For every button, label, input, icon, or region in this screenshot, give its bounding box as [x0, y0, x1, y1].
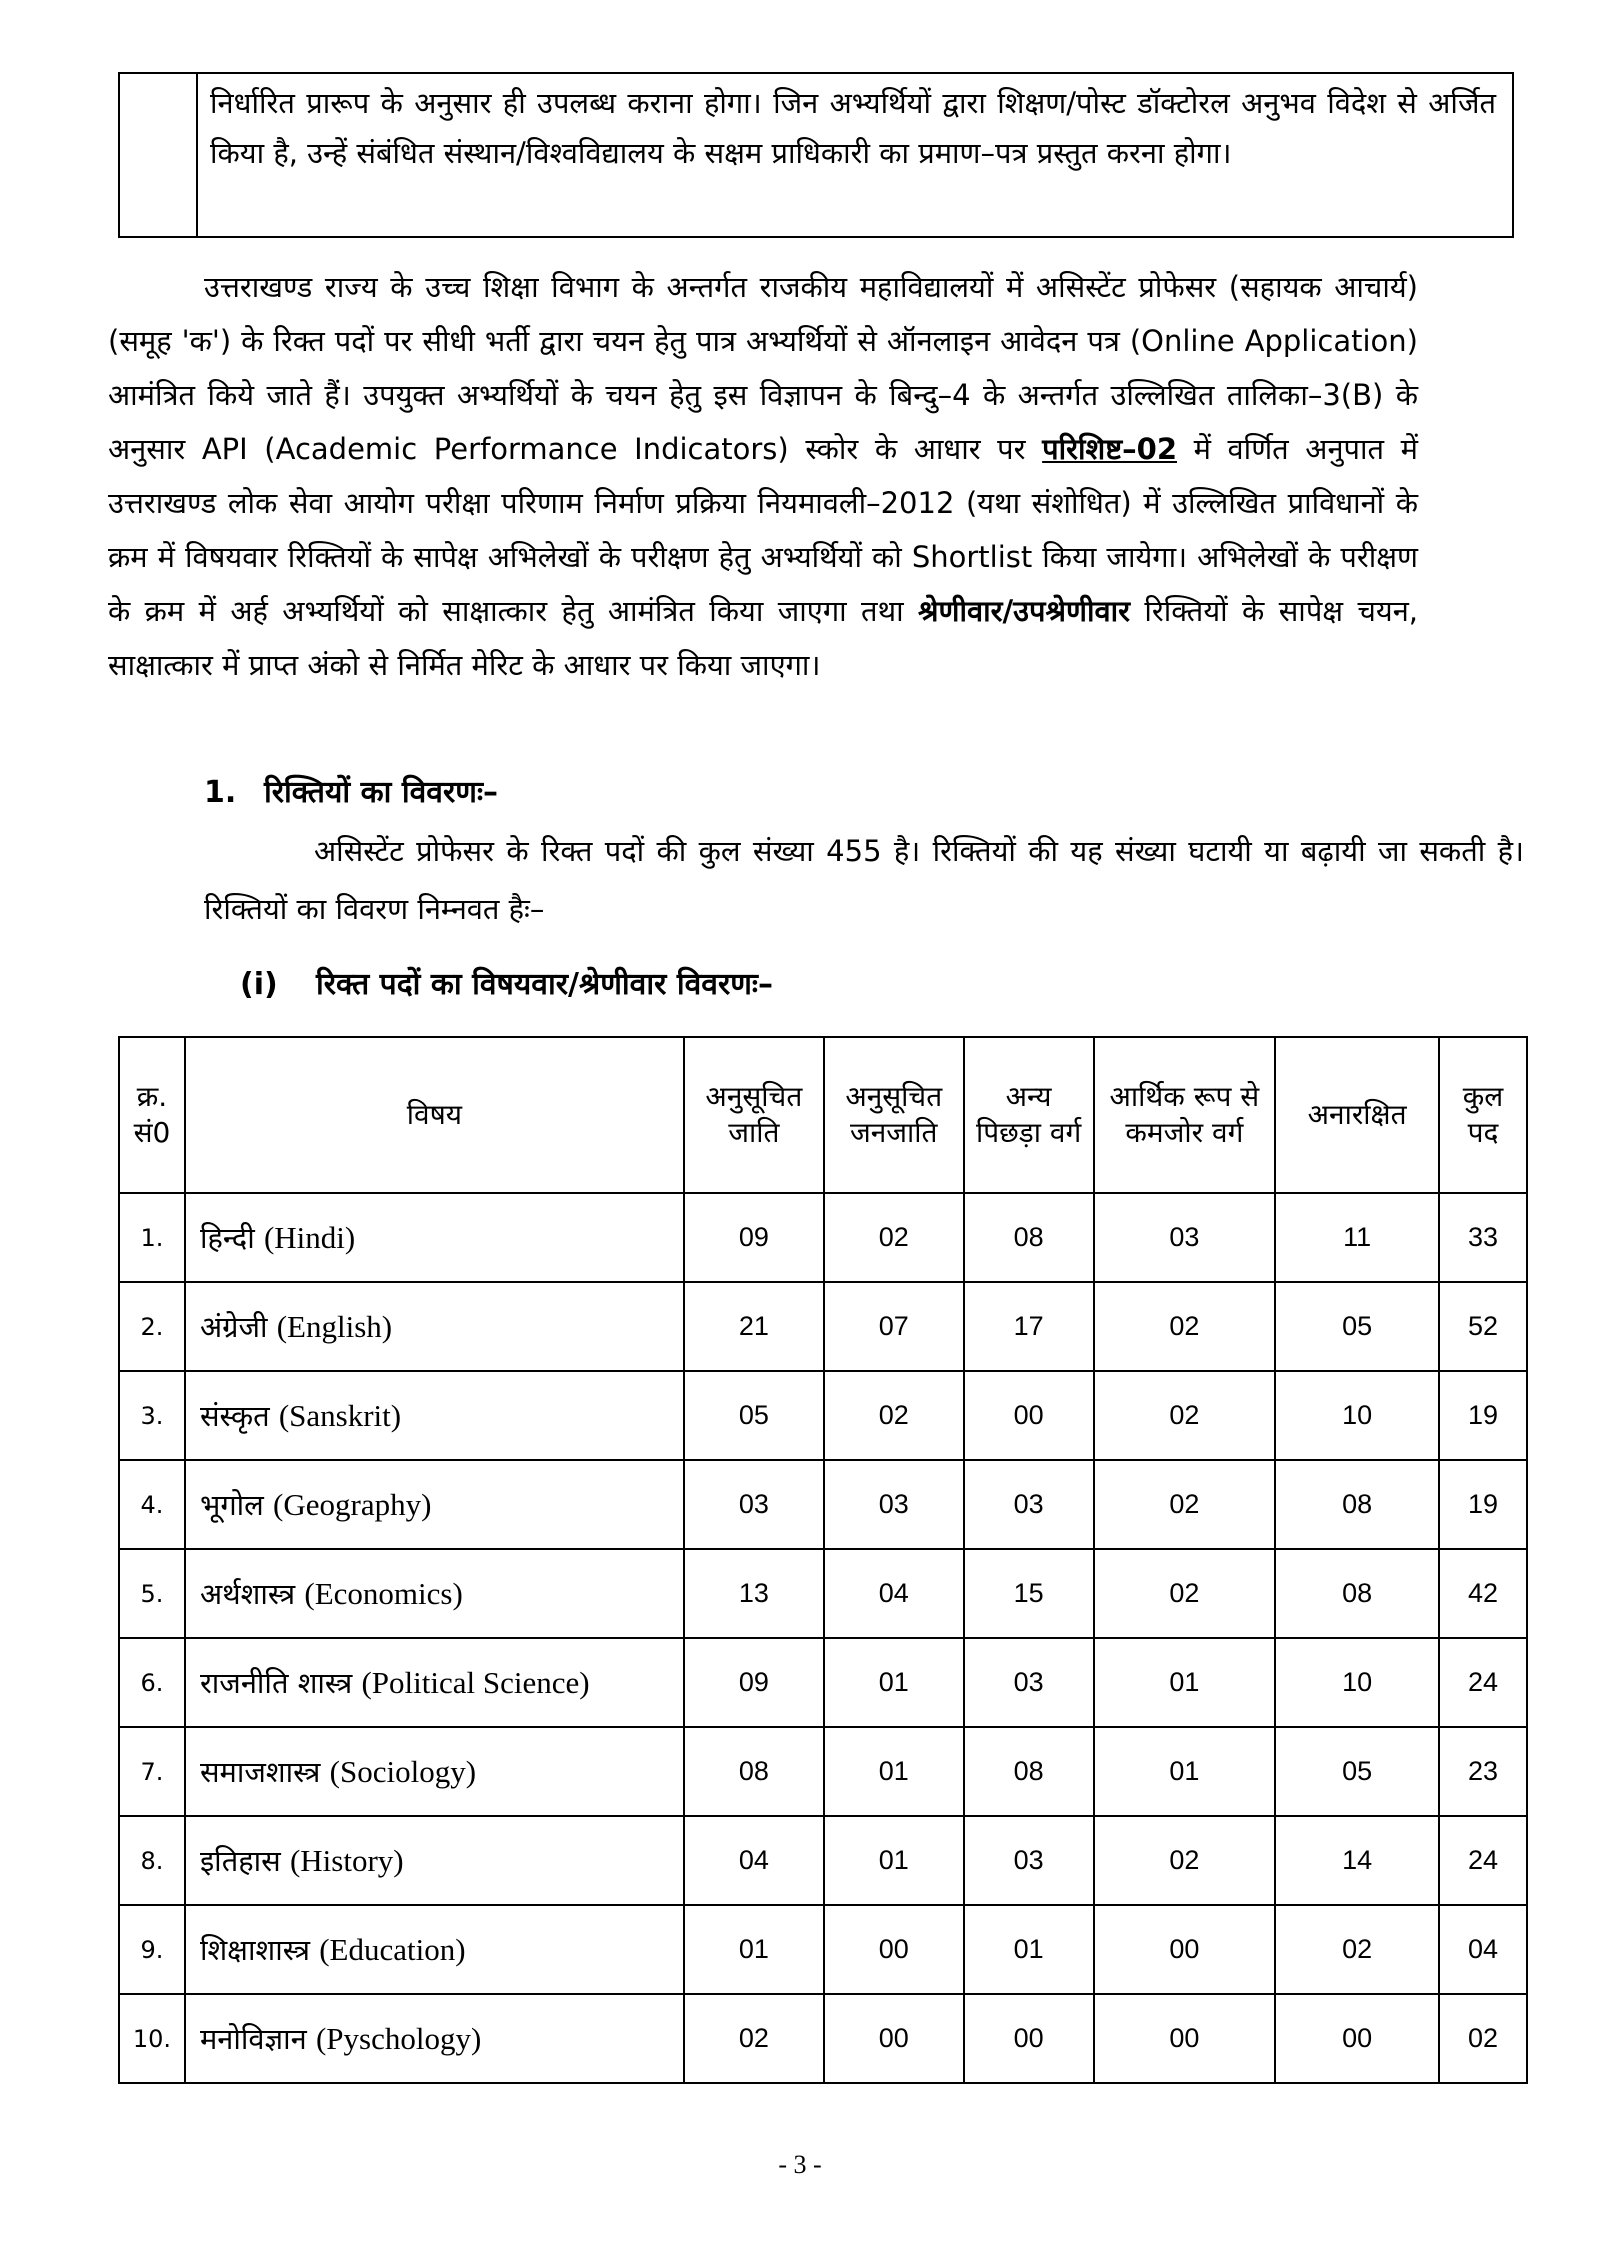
sc-cell: 05: [684, 1371, 824, 1460]
ews-cell: 01: [1094, 1727, 1276, 1816]
total-cell: 24: [1439, 1638, 1527, 1727]
subsection-heading: [240, 962, 773, 1003]
obc-cell: 00: [964, 1994, 1094, 2083]
st-cell: 02: [824, 1371, 964, 1460]
sc-cell: 09: [684, 1638, 824, 1727]
serial-cell: 9.: [119, 1905, 185, 1994]
sc-cell: 04: [684, 1816, 824, 1905]
subject-cell: [185, 1727, 684, 1816]
total-cell: 52: [1439, 1282, 1527, 1371]
total-cell: 23: [1439, 1727, 1527, 1816]
subject-hindi: संस्कृत: [199, 1399, 270, 1433]
sc-cell: 21: [684, 1282, 824, 1371]
unreserved-cell: 11: [1275, 1193, 1439, 1282]
st-cell: 01: [824, 1727, 964, 1816]
obc-cell: 03: [964, 1816, 1094, 1905]
serial-cell: 2.: [119, 1282, 185, 1371]
subject-cell: [185, 1994, 684, 2083]
unreserved-cell: 10: [1275, 1371, 1439, 1460]
total-cell: 02: [1439, 1994, 1527, 2083]
subject-english: (Education): [319, 1932, 466, 1967]
sc-cell: 13: [684, 1549, 824, 1638]
subject-cell: [185, 1193, 684, 1282]
subject-hindi: शिक्षाशास्त्र: [199, 1933, 310, 1967]
sc-cell: 09: [684, 1193, 824, 1282]
section-1-heading: [204, 770, 498, 811]
header-total: कुल पद: [1439, 1037, 1527, 1193]
intro-text-part2: में वर्णित अनुपात में उत्तराखण्ड लोक सेवा आयोग परीक्षा परिणाम निर्माण प्रक्रिया नियमावली–2012 (यथा संशोधित) में उल्लिखित प्राविधानों के क्रम में विषयवार रिक्तियों के सापेक्ष अभिलेखों के परीक्षण हेतु अभ्यर्थियों को Shortlist किया जायेगा। अभिलेखों के परीक्षण के क्रम में अर्ह अभ्यर्थियों को साक्षात्कार हेतु आमंत्रित किया जाएगा तथा: [108, 432, 1418, 628]
ews-cell: 01: [1094, 1638, 1276, 1727]
subject-english: (Sanskrit): [278, 1398, 402, 1433]
obc-cell: 01: [964, 1905, 1094, 1994]
header-ews: आर्थिक रूप से कमजोर वर्ग: [1094, 1037, 1276, 1193]
serial-cell: 4.: [119, 1460, 185, 1549]
table-row: [119, 1727, 1527, 1816]
total-cell: 04: [1439, 1905, 1527, 1994]
subject-hindi: अर्थशास्त्र: [199, 1577, 296, 1611]
st-cell: 00: [824, 1994, 964, 2083]
serial-cell: 10.: [119, 1994, 185, 2083]
table-row: [119, 1638, 1527, 1727]
sc-cell: 03: [684, 1460, 824, 1549]
unreserved-cell: 10: [1275, 1638, 1439, 1727]
st-cell: 02: [824, 1193, 964, 1282]
continuation-box-sn-cell: [120, 74, 198, 236]
unreserved-cell: 05: [1275, 1727, 1439, 1816]
section-1-title: रिक्तियों का विवरणः–: [264, 775, 499, 810]
unreserved-cell: 00: [1275, 1994, 1439, 2083]
st-cell: 04: [824, 1549, 964, 1638]
category-emphasis: श्रेणीवार/उपश्रेणीवार: [918, 594, 1130, 628]
section-1-body: असिस्टेंट प्रोफेसर के रिक्त पदों की कुल संख्या 455 है। रिक्तियों की यह संख्या घटायी या बढ़ायी जा सकती है। रिक्तियों का विवरण निम्नवत हैः–: [204, 834, 1524, 926]
ews-cell: 02: [1094, 1549, 1276, 1638]
subject-english: (Hindi): [263, 1220, 356, 1255]
serial-cell: 5.: [119, 1549, 185, 1638]
obc-cell: 03: [964, 1460, 1094, 1549]
obc-cell: 15: [964, 1549, 1094, 1638]
st-cell: 07: [824, 1282, 964, 1371]
header-unreserved: अनारक्षित: [1275, 1037, 1439, 1193]
st-cell: 00: [824, 1905, 964, 1994]
ews-cell: 00: [1094, 1905, 1276, 1994]
subject-cell: [185, 1460, 684, 1549]
intro-paragraph: [108, 260, 1524, 692]
subsection-title: रिक्त पदों का विषयवार/श्रेणीवार विवरणः–: [316, 967, 773, 1002]
subject-english: (Geography): [273, 1487, 432, 1522]
ews-cell: 00: [1094, 1994, 1276, 2083]
total-cell: 24: [1439, 1816, 1527, 1905]
header-obc: अन्य पिछड़ा वर्ग: [964, 1037, 1094, 1193]
subject-hindi: हिन्दी: [199, 1221, 255, 1255]
table-row: [119, 1994, 1527, 2083]
subject-cell: [185, 1905, 684, 1994]
total-cell: 19: [1439, 1460, 1527, 1549]
table-row: [119, 1905, 1527, 1994]
serial-cell: 1.: [119, 1193, 185, 1282]
subject-hindi: अंग्रेजी: [199, 1310, 268, 1344]
header-st: अनुसूचित जनजाति: [824, 1037, 964, 1193]
section-1-number: 1.: [204, 775, 237, 810]
table-row: [119, 1193, 1527, 1282]
subject-english: (English): [276, 1309, 393, 1344]
subject-cell: [185, 1816, 684, 1905]
obc-cell: 17: [964, 1282, 1094, 1371]
intro-text-part1: उत्तराखण्ड राज्य के उच्च शिक्षा विभाग के अन्तर्गत राजकीय महाविद्यालयों में असिस्टेंट प्रोफेसर (सहायक आचार्य) (समूह 'क') के रिक्त पदों पर सीधी भर्ती द्वारा चयन हेतु पात्र अभ्यर्थियों से ऑनलाइन आवेदन पत्र (Online Application) आमंत्रित किये जाते हैं। उपयुक्त अभ्यर्थियों के चयन हेतु इस विज्ञापन के बिन्दु–4 के अन्तर्गत उल्लिखित तालिका–3(B) के अनुसार API (Academic Performance Indicators) स्कोर के आधार पर: [108, 270, 1418, 466]
continuation-box: [118, 72, 1514, 238]
header-sc: अनुसूचित जाति: [684, 1037, 824, 1193]
total-cell: 19: [1439, 1371, 1527, 1460]
vacancy-table: [118, 1036, 1528, 2084]
ews-cell: 03: [1094, 1193, 1276, 1282]
table-row: [119, 1816, 1527, 1905]
subject-english: (History): [289, 1843, 404, 1878]
sc-cell: 02: [684, 1994, 824, 2083]
st-cell: 03: [824, 1460, 964, 1549]
unreserved-cell: 14: [1275, 1816, 1439, 1905]
page-number: - 3 -: [778, 2150, 822, 2179]
appendix-reference: परिशिष्ट–02: [1042, 432, 1177, 466]
subject-hindi: मनोविज्ञान: [199, 2022, 307, 2056]
header-subject: विषय: [185, 1037, 684, 1193]
sc-cell: 01: [684, 1905, 824, 1994]
subject-cell: [185, 1549, 684, 1638]
subject-english: (Economics): [304, 1576, 463, 1611]
subject-english: (Pyschology): [315, 2021, 482, 2056]
intro-text-part3: रिक्तियों के सापेक्ष चयन, साक्षात्कार में प्राप्त अंको से निर्मित मेरिट के आधार पर किया जाएगा।: [108, 594, 1419, 682]
subject-hindi: समाजशास्त्र: [199, 1755, 321, 1789]
continuation-box-text: निर्धारित प्रारूप के अनुसार ही उपलब्ध कराना होगा। जिन अभ्यर्थियों द्वारा शिक्षण/पोस्ट डॉक्टोरल अनुभव विदेश से अर्जित किया है, उन्हें संबंधित संस्थान/विश्वविद्यालय के सक्षम प्राधिकारी का प्रमाण–पत्र प्रस्तुत करना होगा।: [210, 86, 1496, 170]
subject-hindi: राजनीति शास्त्र: [199, 1666, 353, 1700]
st-cell: 01: [824, 1816, 964, 1905]
total-cell: 33: [1439, 1193, 1527, 1282]
unreserved-cell: 08: [1275, 1549, 1439, 1638]
ews-cell: 02: [1094, 1816, 1276, 1905]
total-cell: 42: [1439, 1549, 1527, 1638]
unreserved-cell: 05: [1275, 1282, 1439, 1371]
serial-cell: 8.: [119, 1816, 185, 1905]
table-header-row: [119, 1037, 1527, 1193]
subsection-number: (i): [240, 967, 278, 1002]
table-row: [119, 1460, 1527, 1549]
table-row: [119, 1371, 1527, 1460]
subject-hindi: भूगोल: [199, 1488, 264, 1522]
serial-cell: 6.: [119, 1638, 185, 1727]
subject-english: (Sociology): [329, 1754, 477, 1789]
ews-cell: 02: [1094, 1460, 1276, 1549]
st-cell: 01: [824, 1638, 964, 1727]
subject-hindi: इतिहास: [199, 1844, 281, 1878]
obc-cell: 08: [964, 1193, 1094, 1282]
ews-cell: 02: [1094, 1371, 1276, 1460]
header-serial: क्र. सं0: [119, 1037, 185, 1193]
subject-english: (Political Science): [361, 1665, 590, 1700]
table-body: [119, 1193, 1527, 2083]
subject-cell: [185, 1282, 684, 1371]
serial-cell: 3.: [119, 1371, 185, 1460]
subject-cell: [185, 1371, 684, 1460]
obc-cell: 03: [964, 1638, 1094, 1727]
ews-cell: 02: [1094, 1282, 1276, 1371]
serial-cell: 7.: [119, 1727, 185, 1816]
obc-cell: 00: [964, 1371, 1094, 1460]
unreserved-cell: 08: [1275, 1460, 1439, 1549]
table-row: [119, 1549, 1527, 1638]
unreserved-cell: 02: [1275, 1905, 1439, 1994]
sc-cell: 08: [684, 1727, 824, 1816]
obc-cell: 08: [964, 1727, 1094, 1816]
subject-cell: [185, 1638, 684, 1727]
table-row: [119, 1282, 1527, 1371]
